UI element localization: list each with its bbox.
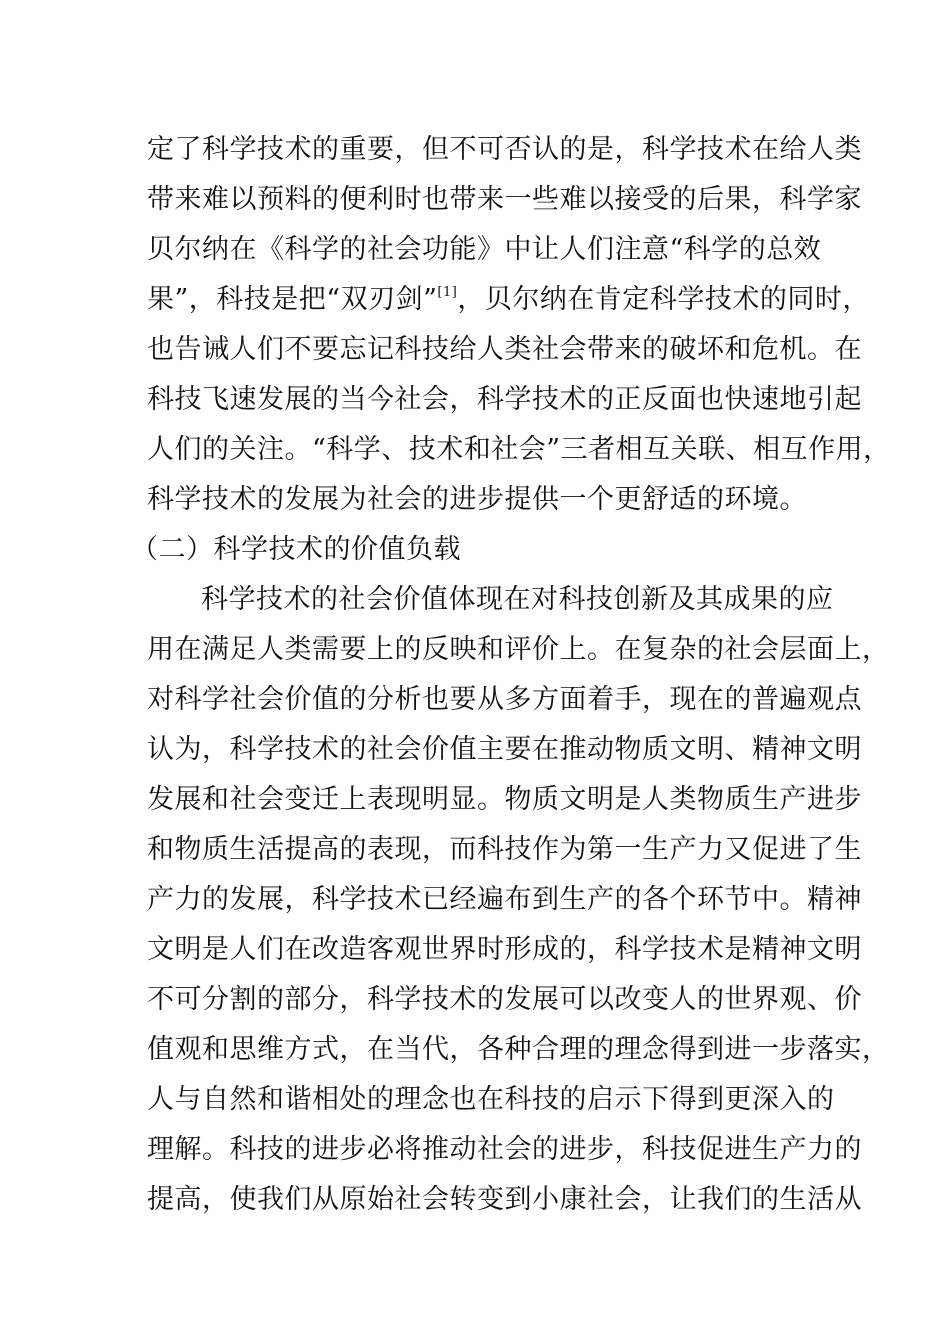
section-heading: （二）科学技术的价值负载 [131, 534, 461, 565]
paragraph-2-line-10: 值观和思维方式，在当代，各种合理的理念得到进一步落实， [147, 1034, 890, 1065]
paragraph-1-line-2: 带来难以预料的便利时也带来一些难以接受的后果，科学家 [147, 184, 862, 215]
paragraph-1-line-5: 也告诫人们不要忘记科技给人类社会带来的破坏和危机。在 [147, 334, 862, 365]
paragraph-2-line-2: 用在满足人类需要上的反映和评价上。在复杂的社会层面上， [147, 634, 890, 665]
paragraph-2-line-1: 科学技术的社会价值体现在对科技创新及其成果的应 [201, 584, 834, 615]
paragraph-1-line-4-text-b: ，贝尔纳在肯定科学技术的同时， [457, 284, 870, 315]
paragraph-2-line-3: 对科学社会价值的分析也要从多方面着手，现在的普遍观点 [147, 684, 862, 715]
citation-reference: [1] [437, 285, 458, 300]
paragraph-1-line-7: 人们的关注。“科学、技术和社会”三者相互关联、相互作用， [147, 434, 891, 465]
paragraph-2-line-6: 和物质生活提高的表现，而科技作为第一生产力又促进了生 [147, 834, 862, 865]
paragraph-2-line-9: 不可分割的部分，科学技术的发展可以改变人的世界观、价 [147, 984, 862, 1015]
paragraph-2-line-11: 人与自然和谐相处的理念也在科技的启示下得到更深入的 [147, 1084, 835, 1115]
paragraph-2-line-12: 理解。科技的进步必将推动社会的进步，科技促进生产力的 [147, 1134, 862, 1165]
paragraph-2-line-5: 发展和社会变迁上表现明显。物质文明是人类物质生产进步 [147, 784, 862, 815]
paragraph-1-line-6: 科技飞速发展的当今社会，科学技术的正反面也快速地引起 [147, 384, 862, 415]
paragraph-1-line-1: 定了科学技术的重要，但不可否认的是，科学技术在给人类 [147, 134, 862, 165]
paragraph-2-line-4: 认为，科学技术的社会价值主要在推动物质文明、精神文明 [147, 734, 862, 765]
paragraph-2-line-7: 产力的发展，科学技术已经遍布到生产的各个环节中。精神 [147, 884, 862, 915]
paragraph-2-line-8: 文明是人们在改造客观世界时形成的，科学技术是精神文明 [147, 934, 862, 965]
paragraph-1-line-8: 科学技术的发展为社会的进步提供一个更舒适的环境。 [147, 484, 807, 515]
paragraph-1-line-4-text-a: 果”，科技是把“双刃剑” [147, 284, 438, 315]
paragraph-2-line-13: 提高，使我们从原始社会转变到小康社会，让我们的生活从 [147, 1184, 862, 1215]
paragraph-1-line-3: 贝尔纳在《科学的社会功能》中让人们注意“科学的总效 [147, 234, 822, 265]
paragraph-1-line-4 [147, 282, 870, 318]
